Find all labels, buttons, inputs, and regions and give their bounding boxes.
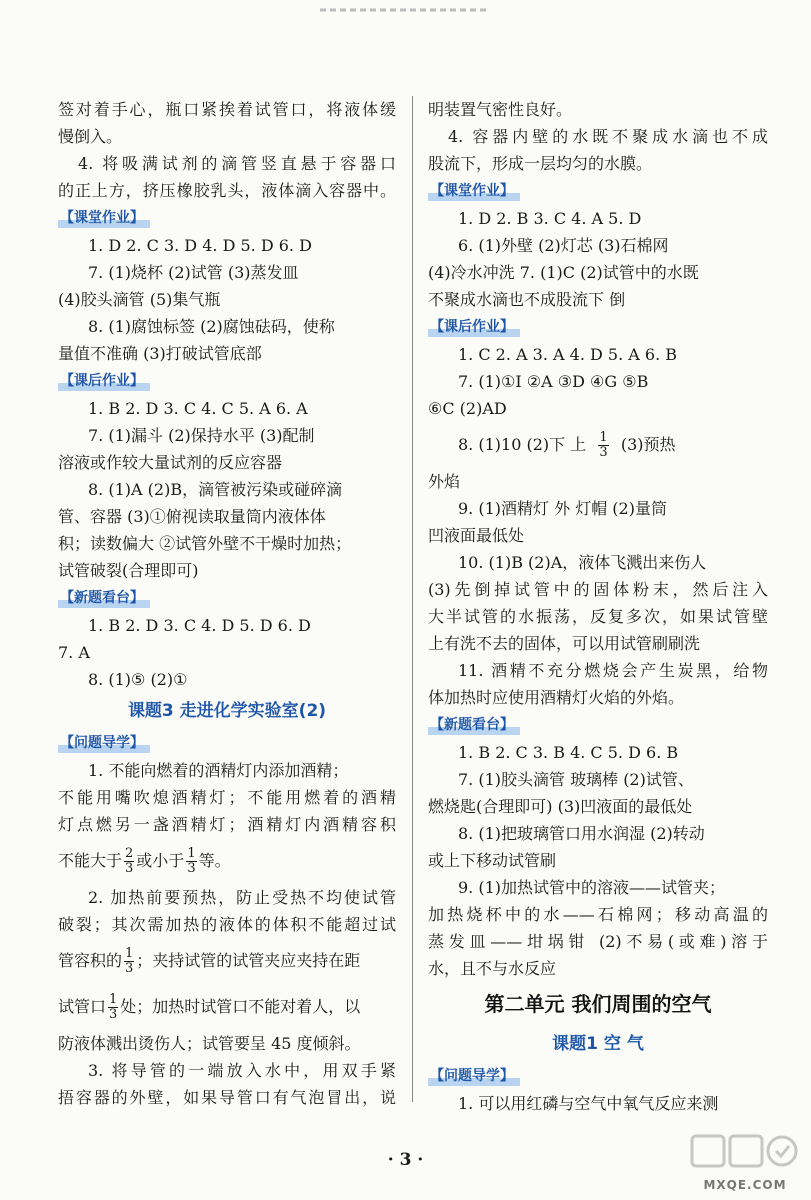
answer-line: 大半试管的水振荡，反复多次，如果试管壁 (428, 607, 768, 626)
answer-line: 1. D 2. C 3. D 4. D 5. D 6. D (88, 236, 312, 255)
fraction-numerator: 1 (109, 992, 118, 1007)
answer-line: 1. B 2. D 3. C 4. D 5. D 6. D (88, 616, 311, 635)
answer-line: 7. (1)胶头滴管 玻璃棒 (2)试管、 (458, 770, 694, 789)
answer-line: 7. (1)①I ②A ③D ④G ⑤B (458, 372, 649, 391)
text-line: 1. 可以用红磷与空气中氧气反应来测 (458, 1094, 719, 1113)
text-line-with-fraction (58, 938, 396, 984)
answer-line: 管、容器 (3)①俯视读取量筒内液体体 (58, 507, 326, 526)
text-segment: ；夹持试管的试管夹应夹持在距 (136, 951, 361, 970)
fraction-denominator: 3 (125, 961, 134, 976)
answer-line: 9. (1)加热试管中的溶液——试管夹； (458, 878, 726, 897)
text-line: 签对着手心，瓶口紧挨着试管口，将液体缓 (58, 100, 396, 119)
text-line: 捂容器的外壁，如果导管口有气泡冒出，说 (58, 1088, 396, 1107)
section-heading-homework: 【课后作业】 (58, 371, 150, 391)
answer-line: 蒸发皿——坩埚钳 (2)不易(或难)溶于 (428, 932, 768, 951)
answer-line: 1. B 2. D 3. C 4. C 5. A 6. A (88, 399, 308, 418)
answer-line: 7. (1)漏斗 (2)保持水平 (3)配制 (88, 426, 315, 445)
text-line: 2. 加热前要预热，防止受热不均使试管 (88, 888, 396, 907)
text-segment: 试管口 (58, 997, 107, 1016)
text-line-with-fractions (58, 838, 396, 884)
fraction-denominator: 3 (599, 445, 608, 460)
section-heading-classwork: 【课堂作业】 (58, 208, 150, 228)
section-heading-homework: 【课后作业】 (428, 317, 520, 337)
answer-line-with-fraction (428, 422, 768, 468)
top-scan-marks (320, 0, 490, 8)
fraction-numerator: 1 (187, 846, 196, 861)
fraction (186, 847, 196, 876)
answer-line: 1. B 2. C 3. B 4. C 5. D 6. B (458, 743, 679, 762)
fraction (108, 993, 118, 1022)
answer-line: 8. (1)腐蚀标签 (2)腐蚀砝码，使称 (88, 317, 335, 336)
answer-line: 1. C 2. A 3. A 4. D 5. A 6. B (458, 345, 678, 364)
answer-line: 9. (1)酒精灯 外 灯帽 (2)量筒 (458, 499, 667, 518)
text-segment: 或小于 (136, 851, 185, 870)
answer-line: 1. D 2. B 3. C 4. A 5. D (458, 209, 642, 228)
unit-title: 第二单元 我们周围的空气 (484, 992, 712, 1016)
text-segment: 8. (1)10 (2)下 上 (458, 435, 587, 454)
text-line: 4. 将吸满试剂的滴管竖直悬于容器口 (78, 154, 396, 173)
text-line: 1. 不能向燃着的酒精灯内添加酒精； (88, 761, 349, 780)
answer-line: 8. (1)⑤ (2)① (88, 670, 188, 689)
answer-line: 凹液面最低处 (428, 526, 525, 545)
answer-line: 体加热时应使用酒精灯火焰的外焰。 (428, 688, 685, 707)
text-line: 3. 将导管的一端放入水中，用双手紧 (88, 1061, 396, 1080)
section-heading-new-questions: 【新题看台】 (428, 715, 520, 735)
column-divider (412, 96, 413, 1102)
fraction-denominator: 3 (125, 861, 134, 876)
answer-line: 或上下移动试管刷 (428, 851, 557, 870)
answer-line: 量值不准确 (3)打破试管底部 (58, 344, 262, 363)
answer-line: 水，且不与水反应 (428, 959, 557, 978)
fraction-numerator: 1 (125, 946, 134, 961)
section-heading-new-questions: 【新题看台】 (58, 588, 150, 608)
text-line: 明装置气密性良好。 (428, 100, 573, 119)
text-line: 的正上方，挤压橡胶乳头，液体滴入容器中。 (58, 181, 396, 200)
text-line-with-fraction (58, 984, 396, 1030)
text-segment: 不能大于 (58, 851, 123, 870)
left-column (58, 96, 396, 1111)
answer-line: 加热烧杯中的水——石棉网；移动高温的 (428, 905, 768, 924)
page-number: · 3 · (387, 1150, 424, 1170)
answer-line: 外焰 (428, 472, 461, 491)
answer-line: 溶液或作较大量试剂的反应容器 (58, 453, 283, 472)
fraction-numerator: 1 (599, 430, 608, 445)
fraction-denominator: 3 (187, 861, 196, 876)
answer-line: 7. A (58, 643, 90, 662)
text-segment: 处；加热时试管口不能对着人，以 (120, 997, 361, 1016)
answer-line: 8. (1)把玻璃管口用水润湿 (2)转动 (458, 824, 705, 843)
answer-line: 积；读数偏大 ②试管外壁不干燥时加热； (58, 534, 352, 553)
answer-line: (3)先倒掉试管中的固体粉末，然后注入 (428, 580, 768, 599)
answer-line: (4)冷水冲洗 7. (1)C (2)试管中的水既 (428, 263, 699, 282)
answer-line: ⑥C (2)AD (428, 399, 507, 418)
answer-line: 7. (1)烧杯 (2)试管 (3)蒸发皿 (88, 263, 299, 282)
answer-line: 10. (1)B (2)A，液体飞溅出来伤人 (458, 553, 707, 572)
right-column (428, 96, 768, 1117)
topic-title: 课题3 走进化学实验室(2) (127, 701, 327, 721)
text-line: 股流下，形成一层均匀的水膜。 (428, 154, 653, 173)
section-heading-guided: 【问题导学】 (428, 1066, 520, 1086)
answer-line: 6. (1)外壁 (2)灯芯 (3)石棉网 (458, 236, 669, 255)
fraction-denominator: 3 (109, 1007, 118, 1022)
topic-title: 课题1 空 气 (552, 1034, 644, 1054)
section-heading-classwork: 【课堂作业】 (428, 181, 520, 201)
fraction (124, 947, 134, 976)
answer-line: 燃烧匙(合理即可) (3)凹液面的最低处 (428, 797, 693, 816)
fraction-numerator: 2 (125, 846, 134, 861)
answer-line: 上有洗不去的固体，可以用试管刷刷洗 (428, 634, 701, 653)
text-line: 破裂；其次需加热的液体的体积不能超过试 (58, 915, 396, 934)
text-segment: 管容积的 (58, 951, 123, 970)
text-line: 不能用嘴吹熄酒精灯；不能用燃着的酒精 (58, 788, 396, 807)
watermark-text: MXQE.COM (703, 1178, 787, 1192)
answer-line: 11. 酒精不充分燃烧会产生炭黑，给物 (458, 661, 768, 680)
section-heading-guided: 【问题导学】 (58, 733, 150, 753)
fraction (124, 847, 134, 876)
text-segment: 等。 (198, 851, 231, 870)
text-line: 灯点燃另一盏酒精灯；酒精灯内酒精容积 (58, 815, 396, 834)
text-line: 4. 容器内壁的水既不聚成水滴也不成 (448, 127, 768, 146)
answer-line: 试管破裂(合理即可) (58, 561, 199, 580)
answer-line: 8. (1)A (2)B，滴管被污染或碰碎滴 (88, 480, 343, 499)
answer-line: 不聚成水滴也不成股流下 倒 (428, 290, 626, 309)
text-segment: (3)预热 (620, 435, 676, 454)
fraction (598, 431, 608, 460)
text-line: 防液体溅出烫伤人；试管要呈 45 度倾斜。 (58, 1034, 361, 1053)
answer-line: (4)胶头滴管 (5)集气瓶 (58, 290, 221, 309)
text-line: 慢倒入。 (58, 127, 123, 146)
